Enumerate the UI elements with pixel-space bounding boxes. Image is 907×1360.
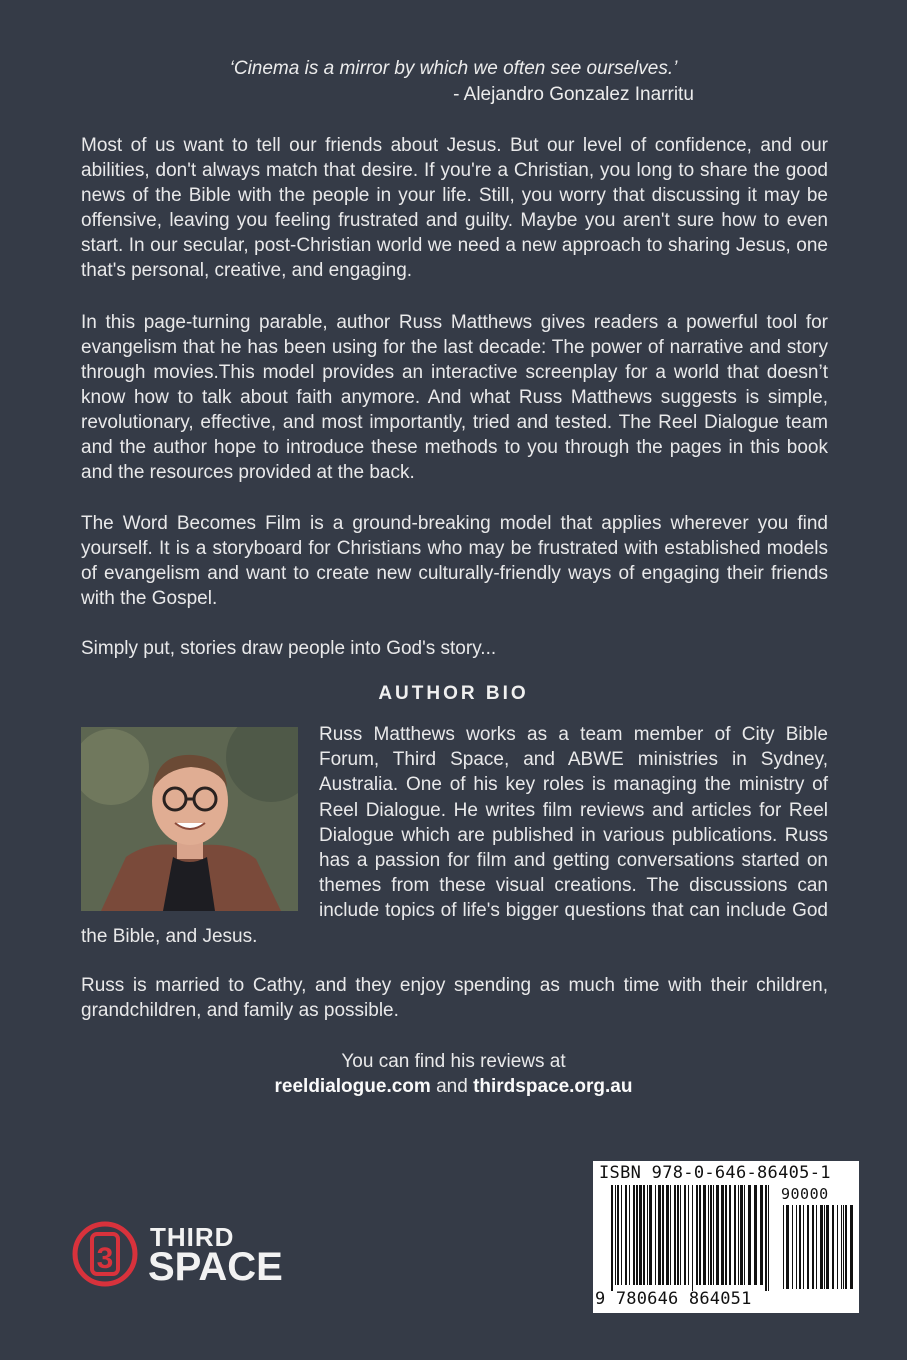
barcode-bar [754,1185,757,1285]
barcode-bar [841,1205,842,1289]
author-bio-body: Russ Matthews works as a team member of City Bible Forum, Third Space, and ABWE ministries in Sydney, Australia. One of his key roles is managing the ministry of Reel Dialogue. He writes film reviews and articles for Reel Dialogue which are published in various publications. Russ has a passion for film and getting conversations started on themes from these visual creations. The discussions can include topics of life's bigger questions that can include God the Bible, and Jesus. [81,724,828,947]
barcode-bar [658,1185,661,1285]
barcode-bar [729,1185,731,1285]
barcode-bar [740,1185,743,1285]
barcode-bar [760,1185,763,1285]
barcode-bar [643,1185,645,1285]
author-bio-heading: AUTHOR BIO [378,683,529,704]
blurb-paragraph-1: Most of us want to tell our friends about Jesus. But our level of confidence, and our abilities, don't always match that desire. If you're a Christian, you long to share the good news of the Bible with the people in your life. Still, you worry that discussing it may be offensive, leaving you feeling frustrated and guilty. Maybe you aren't sure how to even start. In our secular, post-Christian world we need a new approach to sharing Jesus, one that's personal, creative, and engaging. [81,135,828,281]
epigraph-author: - Alejandro Gonzalez Inarritu [453,84,694,105]
barcode-bar [633,1185,635,1285]
barcode-bar [677,1185,679,1285]
epigraph-text: ‘Cinema is a mirror by which we often see ourselves.’ [229,58,678,79]
barcode-bar [649,1185,652,1285]
barcode-bar [765,1185,767,1291]
logo-word-third: THIRD [150,1222,235,1252]
barcode-bar [843,1205,844,1289]
barcode-bar [655,1185,656,1285]
reviews-info [0,1049,907,1099]
isbn-label: ISBN 978-0-646-86405-1 [599,1163,831,1183]
barcode-bar [639,1185,642,1285]
barcode-bar [703,1185,706,1285]
barcode-bar [837,1205,838,1289]
blurb-paragraph-2: In this page-turning parable, author Russ Matthews gives readers a powerful tool for evangelism that he has been using for the last decade: The power of narrative and story through movies.This model provides an interactive screenplay for a world that doesn’t know how to talk about faith anymore. And what Russ Matthews suggests is simple, revolutionary, effective, and most importantly, tried and tested. The Reel Dialogue team and the author hope to introduce these methods to you through the pages in this book and the resources provided at the back. [81,312,828,483]
barcode-digits: 9 780646 864051 [595,1289,752,1309]
reeldialogue-link[interactable]: reeldialogue.com [274,1076,431,1097]
barcode-bar [832,1205,834,1289]
reviews-links [0,1074,907,1099]
barcode-bar [807,1205,809,1289]
barcode-bar [611,1185,613,1291]
epigraph [0,56,907,108]
barcode-bar [826,1205,829,1289]
barcode-bar [820,1205,823,1289]
barcode-bar [684,1185,686,1285]
barcode-bar [696,1185,698,1285]
barcode-bar [803,1205,804,1289]
photo-spacer [81,722,319,922]
reviews-intro: You can find his reviews at [341,1051,566,1072]
barcode-bar [699,1185,701,1285]
barcode-bar [845,1205,847,1289]
barcode-bar [824,1205,825,1289]
isbn-barcode [593,1161,859,1313]
barcode-bar [816,1205,817,1289]
third-space-logo-icon [72,1218,142,1290]
logo-glyph: 3 [96,1242,114,1275]
author-family-paragraph: Russ is married to Cathy, and they enjoy spending as much time with their children, grandchildren, and family as possible. [81,975,828,1021]
barcode-bar [786,1205,789,1289]
barcode-bar [647,1185,648,1285]
barcode-bar [625,1185,627,1285]
third-space-logo [72,1218,332,1290]
barcode-bar [734,1185,736,1285]
barcode-bar [680,1185,681,1285]
barcode-addon-digits: 90000 [781,1185,829,1203]
barcode-bar [748,1185,751,1285]
blurb-paragraph-4: Simply put, stories draw people into God's story... [81,638,497,659]
barcode-bar [662,1185,664,1285]
reviews-joiner: and [430,1076,474,1097]
barcode-bar [799,1205,801,1289]
barcode-bar [615,1185,616,1285]
barcode-bar [692,1185,693,1291]
barcode-bar [708,1185,709,1285]
barcode-bar [688,1185,689,1285]
barcode-bar [744,1185,745,1285]
barcode-bar [629,1185,630,1285]
barcode-bar [768,1185,769,1291]
barcode-bar [710,1185,712,1285]
thirdspace-link[interactable]: thirdspace.org.au [473,1076,633,1097]
blurb-paragraph-3: The Word Becomes Film is a ground-breaking model that applies wherever you find yourself. It is a storyboard for Christians who may be frustrated with established models of evangelism and want to create new culturally-friendly ways of engaging their friends with the Gospel. [81,513,828,609]
barcode-bar [636,1185,638,1285]
barcode-bar [850,1205,853,1289]
barcode-bar [716,1185,719,1285]
barcode-bar [721,1185,724,1285]
barcode-bar [812,1205,814,1289]
barcode-bar [792,1205,793,1289]
barcode-bar [783,1205,784,1289]
barcode-bar [617,1185,619,1285]
barcode-bar [725,1185,727,1285]
barcode-bar [738,1185,739,1285]
barcode-bar [670,1185,671,1285]
barcode-bar [666,1185,669,1285]
barcode-bar [621,1185,622,1285]
barcode-bar [674,1185,676,1285]
logo-word-space: SPACE [148,1245,283,1289]
barcode-bar [713,1185,714,1285]
author-bio-text [81,722,828,949]
barcode-bar [796,1205,797,1289]
